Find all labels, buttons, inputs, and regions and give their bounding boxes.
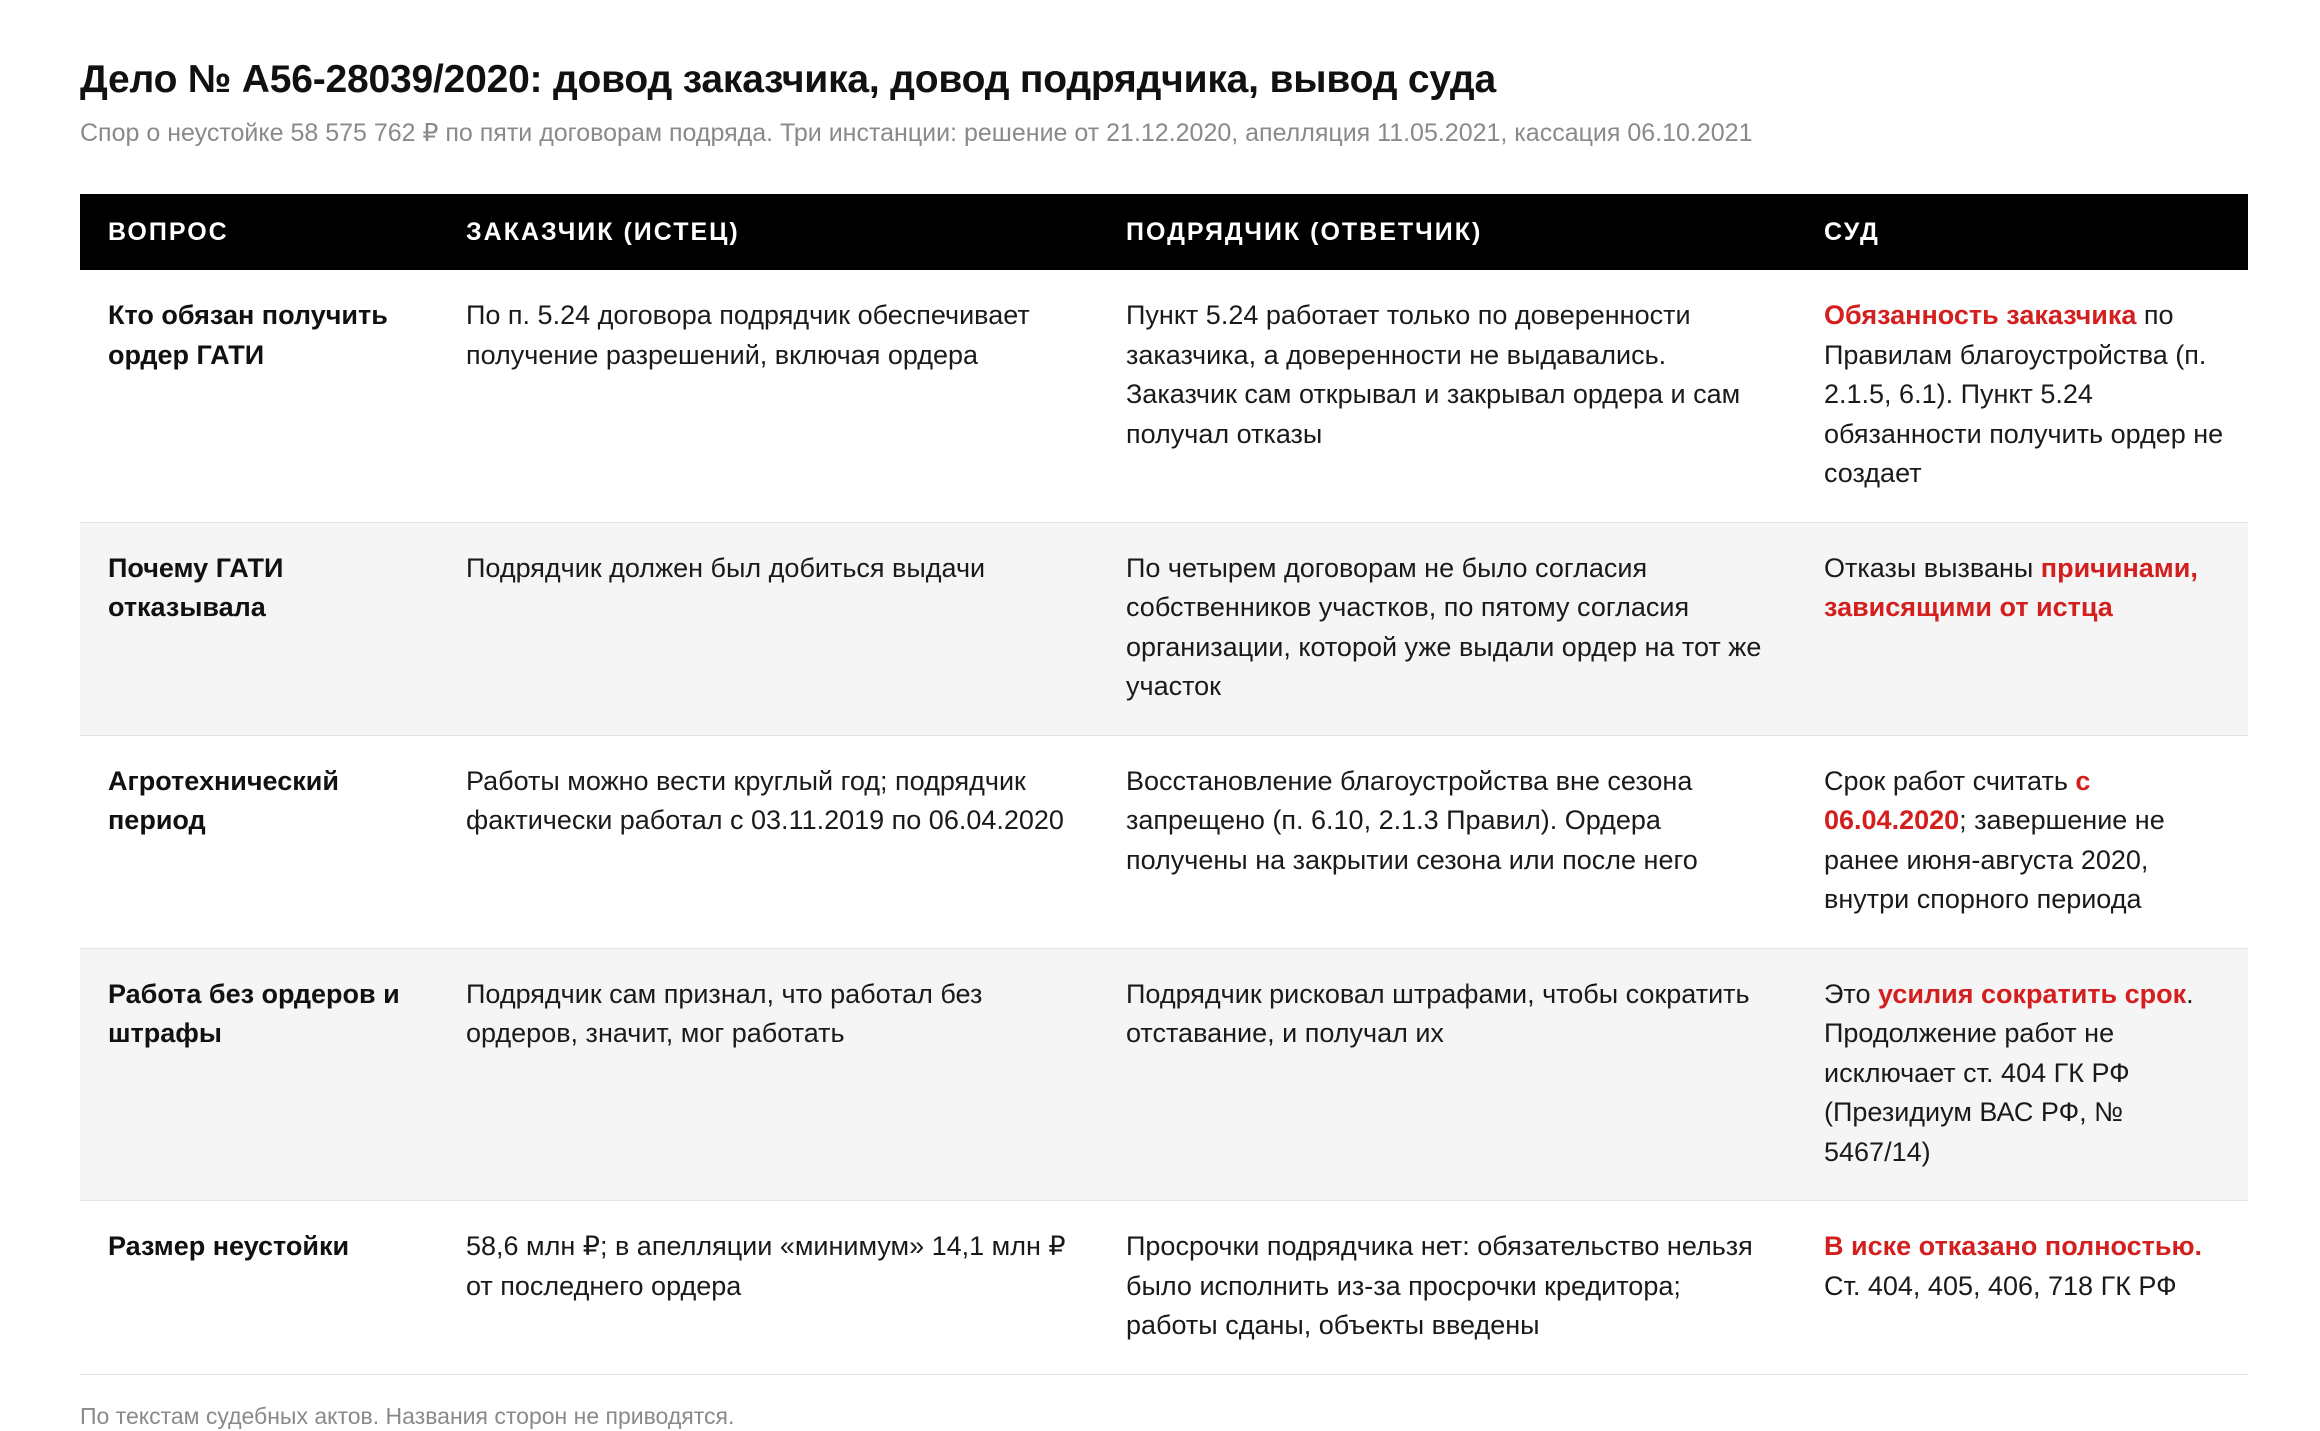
cell-court: [1796, 948, 2248, 1201]
court-text: . Продолжение работ не исключает ст. 404 ГК РФ (Президиум ВАС РФ, № 5467/14): [1824, 978, 2194, 1167]
column-header-court: СУД: [1796, 194, 2248, 270]
column-header-question: ВОПРОС: [80, 194, 438, 270]
column-header-customer: ЗАКАЗЧИК (ИСТЕЦ): [438, 194, 1098, 270]
cell-question: Работа без ордеров и штрафы: [80, 948, 438, 1201]
cell-customer: 58,6 млн ₽; в апелляции «минимум» 14,1 млн ₽ от последнего ордера: [438, 1201, 1098, 1375]
cell-court: [1796, 270, 2248, 522]
cell-question: Почему ГАТИ отказывала: [80, 522, 438, 735]
table-body: [80, 270, 2248, 1374]
cell-court: [1796, 735, 2248, 948]
court-highlight: В иске отказано полностью.: [1824, 1231, 2203, 1261]
cell-customer: По п. 5.24 договора подрядчик обеспечивает получение разрешений, включая ордера: [438, 270, 1098, 522]
court-text: Отказы вызваны: [1824, 552, 2041, 583]
court-text: Это: [1824, 978, 1878, 1009]
court-text: Срок работ считать: [1824, 765, 2076, 796]
cell-contractor: Просрочки подрядчика нет: обязательство нельзя было исполнить из-за просрочки кредитора; работы сданы, объекты введены: [1098, 1201, 1796, 1375]
cell-court: [1796, 522, 2248, 735]
comparison-table: [80, 194, 2248, 1375]
table-row: [80, 270, 2248, 522]
cell-question: Кто обязан получить ордер ГАТИ: [80, 270, 438, 522]
court-highlight: с 06.04.2020: [1824, 765, 2091, 835]
cell-contractor: Пункт 5.24 работает только по доверенности заказчика, а доверенности не выдавались. Заказчик сам открывал и закрывал ордера и сам получал отказы: [1098, 270, 1796, 522]
court-highlight: усилия сократить срок: [1878, 978, 2187, 1009]
page-title: Дело № А56-28039/2020: довод заказчика, довод подрядчика, вывод суда: [80, 58, 1496, 101]
table-row: [80, 522, 2248, 735]
cell-contractor: Восстановление благоустройства вне сезона запрещено (п. 6.10, 2.1.3 Правил). Ордера получены на закрытии сезона или после него: [1098, 735, 1796, 948]
court-text: ; завершение не ранее июня-августа 2020, внутри спорного периода: [1824, 805, 2165, 914]
cell-contractor: По четырем договорам не было согласия собственников участков, по пятому согласия организации, которой уже выдали ордер на тот же участок: [1098, 522, 1796, 735]
cell-customer: Подрядчик сам признал, что работал без ордеров, значит, мог работать: [438, 948, 1098, 1201]
footnote: По текстам судебных актов. Названия сторон не приводятся.: [80, 1402, 735, 1429]
cell-question: Агротехнический период: [80, 735, 438, 948]
table-row: [80, 735, 2248, 948]
cell-court: [1796, 1201, 2248, 1375]
page-subtitle: Спор о неустойке 58 575 762 ₽ по пяти договорам подряда. Три инстанции: решение от 21.12.2020, апелляция 11.05.2021, кассация 06.10.2021: [80, 119, 1753, 147]
column-header-contractor: ПОДРЯДЧИК (ОТВЕТЧИК): [1098, 194, 1796, 270]
table-header: [80, 194, 2248, 270]
court-text: Ст. 404, 405, 406, 718 ГК РФ: [1824, 1270, 2177, 1301]
table-row: [80, 948, 2248, 1201]
court-text: по Правилам благоустройства (п. 2.1.5, 6.1). Пункт 5.24 обязанности получить ордер не создает: [1824, 300, 2224, 488]
table-row: [80, 1201, 2248, 1375]
cell-customer: Подрядчик должен был добиться выдачи: [438, 522, 1098, 735]
court-highlight: причинами, зависящими от истца: [1824, 552, 2198, 622]
cell-contractor: Подрядчик рисковал штрафами, чтобы сократить отставание, и получал их: [1098, 948, 1796, 1201]
cell-customer: Работы можно вести круглый год; подрядчик фактически работал с 03.11.2019 по 06.04.2020: [438, 735, 1098, 948]
table-header-row: [80, 194, 2248, 270]
cell-question: Размер неустойки: [80, 1201, 438, 1375]
document: [80, 52, 2248, 1431]
court-highlight: Обязанность заказчика: [1824, 300, 2137, 330]
